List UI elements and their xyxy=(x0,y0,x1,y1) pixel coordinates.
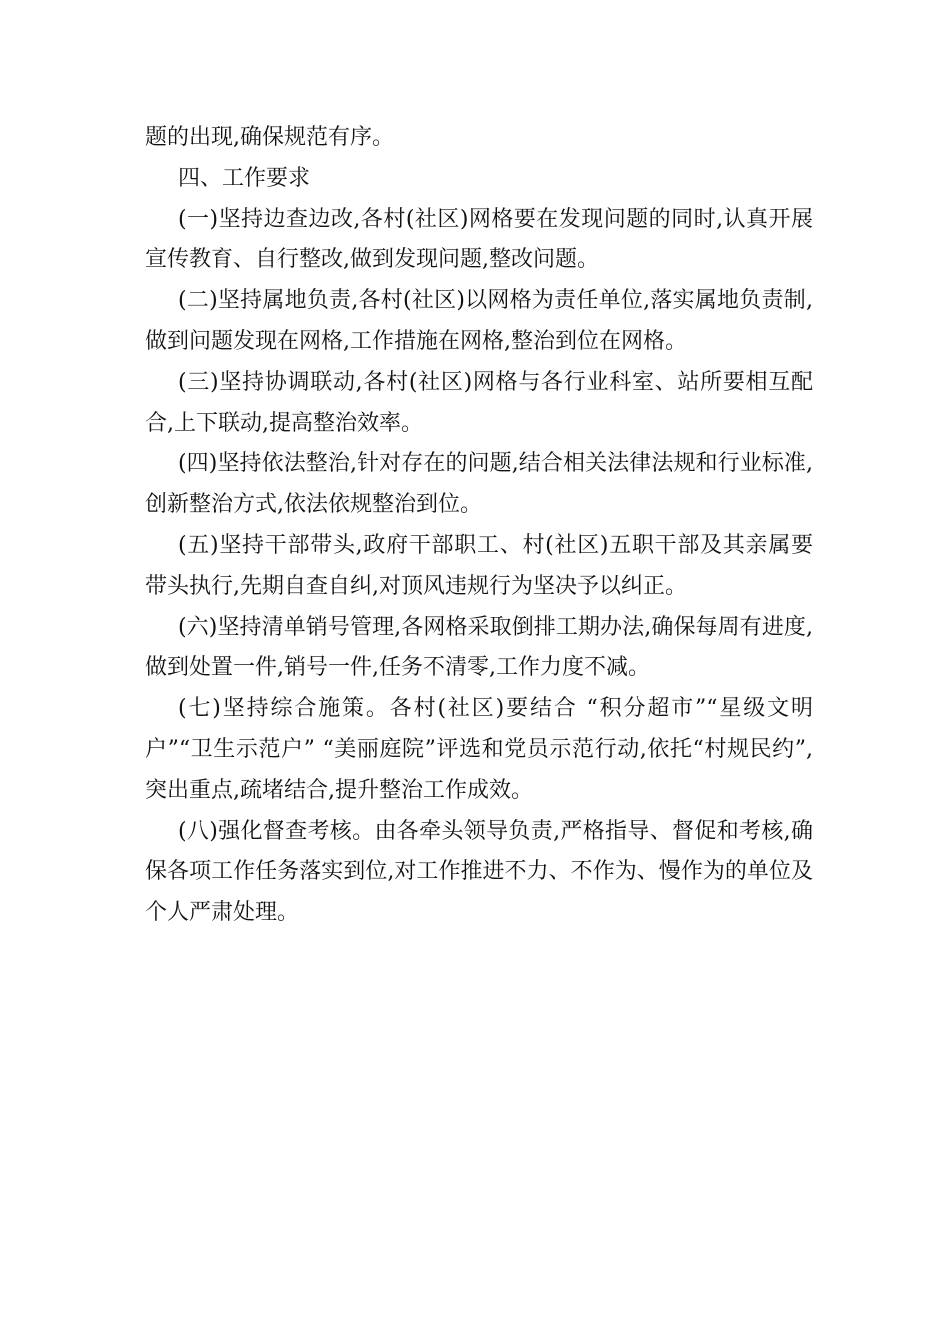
paragraph-5: (五)坚持干部带头,政府干部职工、村(社区)五职干部及其亲属要带头执行,先期自查自纠,对顶风违规行为坚决予以纠正。 xyxy=(145,532,813,599)
paragraph-8: (八)强化督查考核。由各牵头领导负责,严格指导、督促和考核,确保各项工作任务落实到位,对工作推进不力、不作为、慢作为的单位及个人严肃处理。 xyxy=(145,818,813,926)
continuation-line: 题的出现,确保规范有序。 xyxy=(145,125,394,150)
paragraph-6: (六)坚持清单销号管理,各网格采取倒排工期办法,确保每周有进度,做到处置一件,销号一件,任务不清零,工作力度不减。 xyxy=(145,614,813,681)
paragraph-4: (四)坚持依法整治,针对存在的问题,结合相关法律法规和行业标准,创新整治方式,依法依规整治到位。 xyxy=(145,451,813,518)
paragraph-7: (七)坚持综合施策。各村(社区)要结合 “积分超市”“星级文明户”“卫生示范户” “美丽庭院”评选和党员示范行动,依托“村规民约”,突出重点,疏堵结合,提升整治工作成效。 xyxy=(145,696,813,803)
document-body xyxy=(145,118,813,934)
paragraph-3: (三)坚持协调联动,各村(社区)网格与各行业科室、站所要相互配合,上下联动,提高整治效率。 xyxy=(145,369,813,436)
paragraph-1: (一)坚持边查边改,各村(社区)网格要在发现问题的同时,认真开展宣传教育、自行整改,做到发现问题,整改问题。 xyxy=(145,206,813,273)
section-heading: 四、工作要求 xyxy=(178,165,311,191)
paragraph-2: (二)坚持属地负责,各村(社区)以网格为责任单位,落实属地负责制,做到问题发现在网格,工作措施在网格,整治到位在网格。 xyxy=(145,288,813,354)
